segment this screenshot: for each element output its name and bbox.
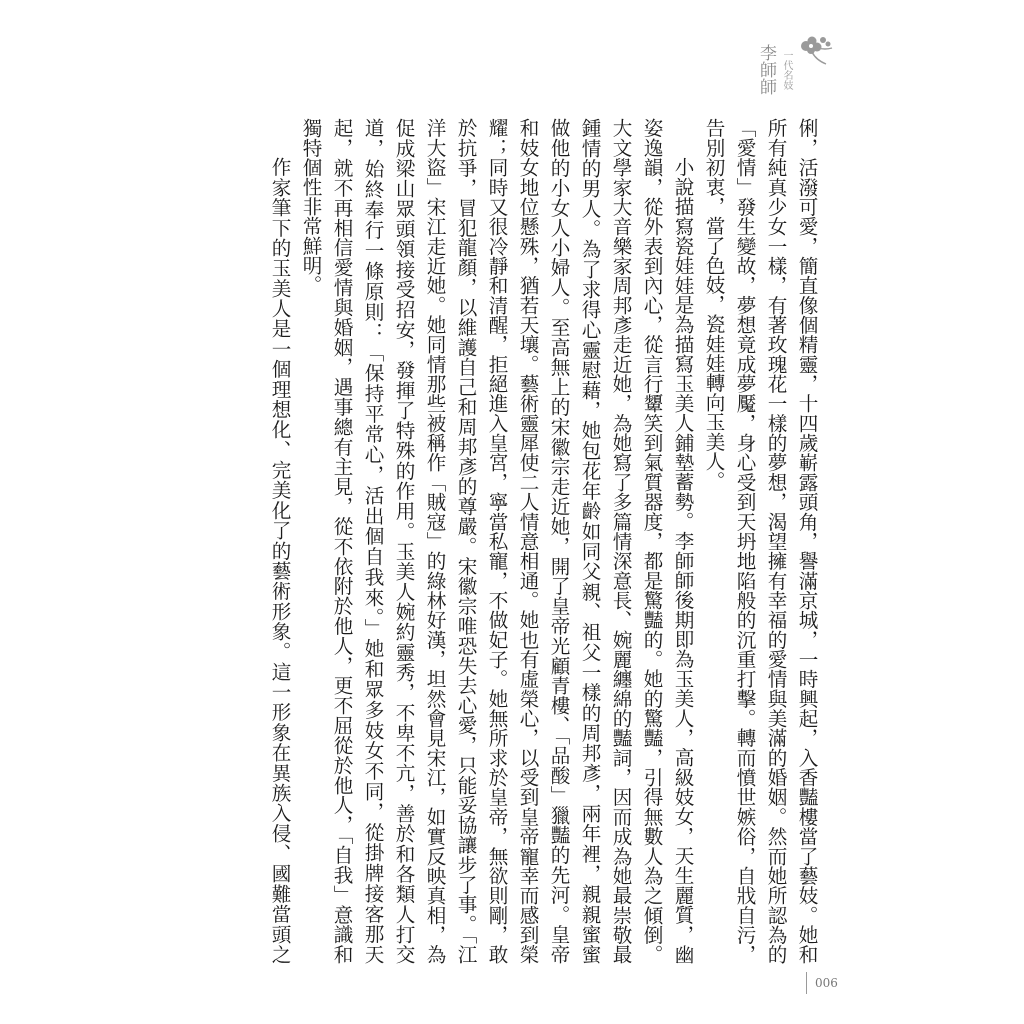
text-column: 起，就不再相信愛情與婚姻，遇事總有主見，從不依附於他人，更不屈從於他人，「自我」意識和: [330, 118, 353, 964]
text-column: 姿逸韻，從外表到內心，從言行顰笑到氣質器度，都是驚豔的。她的驚豔，引得無數人為之傾倒。: [640, 118, 663, 964]
book-logo: [752, 34, 842, 100]
vertical-text-body: [264, 118, 822, 964]
text-column: 告別初衷，當了色妓，瓷娃娃轉向玉美人。: [702, 118, 725, 491]
logo-tagline: 一代名妓: [781, 50, 792, 90]
text-column: 促成梁山眾頭領接受招安，發揮了特殊的作用。玉美人婉約靈秀，不卑不亢，善於和各類人打交: [392, 118, 415, 964]
text-column: 俐，活潑可愛，簡直像個精靈，十四歲嶄露頭角，譽滿京城，一時興起，入香豔樓當了藝妓。她和: [795, 118, 818, 964]
text-column: 洋大盜」宋江走近她。她同情那些被稱作「賊寇」的綠林好漢，坦然會見宋江，如實反映真相，為: [423, 118, 446, 964]
text-column: 「愛情」發生變故，夢想竟成夢魘，身心受到天坍地陷般的沉重打擊。轉而憤世嫉俗，自戕自污，: [733, 118, 756, 964]
text-column: 大文學家大音樂家周邦彥走近她，為她寫了多篇情深意長、婉麗纏綿的豔詞，因而成為她最崇敬最: [609, 118, 632, 964]
text-column: 和妓女地位懸殊，猶若天壤。藝術靈犀使二人情意相通。她也有虛榮心，以受到皇帝寵幸而感到榮: [516, 118, 539, 964]
logo-title: 李師師: [756, 44, 776, 95]
text-column: 道，始終奉行一條原則：「保持平常心，活出個自我來。」她和眾多妓女不同，從掛牌接客那天: [361, 118, 384, 964]
flower-icon: [792, 34, 838, 68]
text-column: 於抗爭，冒犯龍顏，以維護自己和周邦彥的尊嚴。宋徽宗唯恐失去心愛，只能妥協讓步了事。「江: [454, 118, 477, 964]
page-number: 006: [806, 972, 838, 994]
text-column: 耀；同時又很冷靜和清醒，拒絕進入皇宮，寧當私寵，不做妃子。她無所求於皇帝，無欲則剛，敢: [485, 118, 508, 964]
text-column: 獨特個性非常鮮明。: [299, 118, 322, 295]
text-column: 作家筆下的玉美人是一個理想化、完美化了的藝術形象。這一形象在異族入侵、國難當頭之: [268, 157, 291, 964]
text-column: 小說描寫瓷娃娃是為描寫玉美人鋪墊蓄勢。李師師後期即為玉美人，高級妓女，天生麗質，幽: [671, 157, 694, 964]
text-column: 做他的小女人小婦人。至高無上的宋徽宗走近她，開了皇帝光顧青樓、「品酸」獵豔的先河。皇帝: [547, 118, 570, 964]
text-column: 所有純真少女一樣，有著玫瑰花一樣的夢想，渴望擁有幸福的愛情與美滿的婚姻。然而她所認為的: [764, 118, 787, 964]
text-column: 鍾情的男人。為了求得心靈慰藉，她包花年齡如同父親、祖父一樣的周邦彥，兩年裡，親親蜜蜜: [578, 118, 601, 964]
